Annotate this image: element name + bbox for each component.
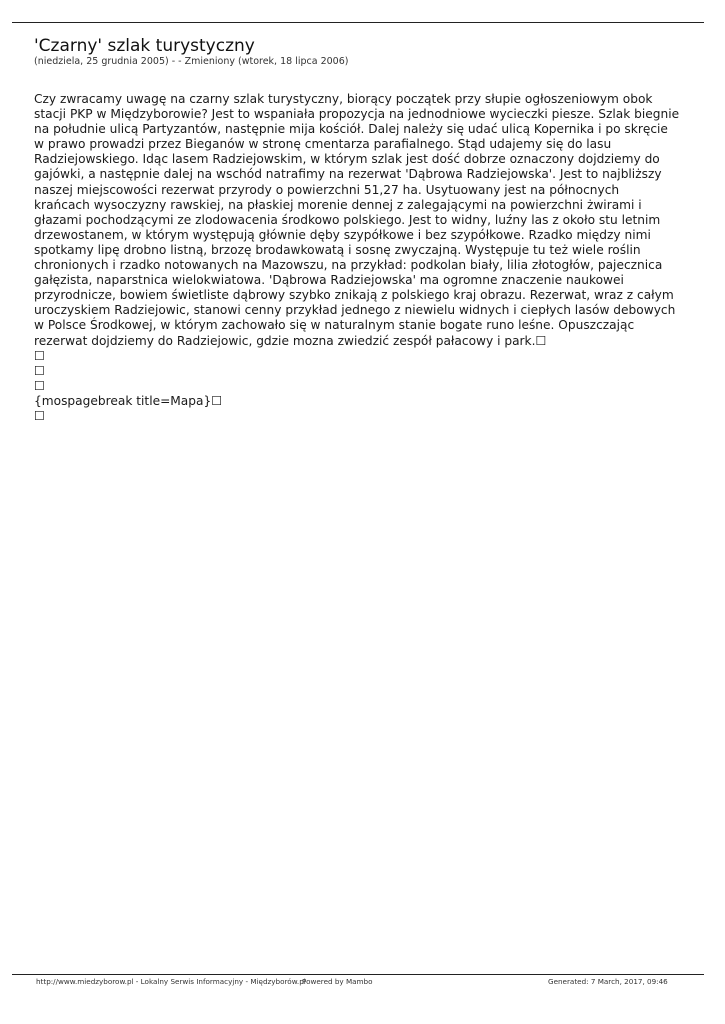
body-line: głazami pochodzącymi ze zlodowacenia środkowo polskiego. Jest to widny, luźny las z około stu letnim xyxy=(34,212,661,227)
footer-powered-by: Powered by Mambo xyxy=(302,977,373,986)
body-line: gałęzista, naparstnica wielokwiatowa. 'Dąbrowa Radziejowska' ma ogromne znaczenie naukowei xyxy=(34,273,624,288)
header-rule xyxy=(12,22,704,23)
body-line: w prawo prowadzi przez Bieganów w stronę cmentarza parafialnego. Stąd udajemy się do lasu xyxy=(34,137,612,152)
body-line: naszej miejscowości rezerwat przyrody o powierzchni 51,27 ha. Usytuowany jest na północnych xyxy=(34,182,620,197)
article-meta: (niedziela, 25 grudnia 2005) - - Zmieniony (wtorek, 18 lipca 2006) xyxy=(34,56,349,67)
footer-generated-date: Generated: 7 March, 2017, 09:46 xyxy=(548,977,668,986)
body-line: uroczyskiem Radziejowic, stanowi cenny przykład jednego z niewielu widnych i ciepłych lasów debowych xyxy=(34,303,676,318)
body-line: krańcach wysoczyzny rawskiej, na płaskiej morenie dennej z zalegającymi na powierzchni żwirami i xyxy=(34,197,642,212)
footer-rule xyxy=(12,974,704,975)
body-line: chronionych i rzadko notowanych na Mazowszu, na przykład: podkolan biały, lilia złotogłów, pajecznica xyxy=(34,258,663,273)
body-line: przyrodnicze, bowiem świetliste dąbrowy szybko znikają z polskiego kraj obrazu. Rezerwat, wraz z całym xyxy=(34,288,674,303)
placeholder-glyph-line: ☐ xyxy=(34,348,45,363)
body-line: spotkamy lipę drobno listną, brzozę brodawkowatą i sosnę zwyczajną. Występuje tu też wiele roślin xyxy=(34,242,641,257)
body-line: drzewostanem, w którym występują głównie dęby szypółkowe i bez szypółkowe. Rzadko między nimi xyxy=(34,227,651,242)
placeholder-glyph-line: ☐ xyxy=(34,408,45,423)
body-line: rezerwat dojdziemy do Radziejowic, gdzie mozna zwiedzić zespół pałacowy i park.☐ xyxy=(34,333,547,348)
body-line: w Polsce Środkowej, w którym zachowało się w naturalnym stanie bogate runo leśne. Opuszczając xyxy=(34,318,635,333)
placeholder-glyph-line: ☐ xyxy=(34,363,45,378)
placeholder-glyph-line: ☐ xyxy=(34,378,45,393)
footer-site-url: http://www.miedzyborow.pl - Lokalny Serwis Informacyjny - Międzyborów.pl xyxy=(36,977,306,986)
page-break-marker: {mospagebreak title=Mapa}☐ xyxy=(34,393,223,408)
body-line: na południe ulicą Partyzantów, następnie mija kościół. Dalej należy się udać ulicą Kopernika i po skręcie xyxy=(34,122,668,137)
body-line: gajówki, a następnie dalej na wschód natrafimy na rezerwat 'Dąbrowa Radziejowska'. Jest to najbliższy xyxy=(34,167,662,182)
article-body xyxy=(34,92,694,424)
body-line: Czy zwracamy uwagę na czarny szlak turystyczny, biorący początek przy słupie ogłoszeniowym obok xyxy=(34,92,653,106)
article-title: 'Czarny' szlak turystyczny xyxy=(34,36,255,56)
body-line: stacji PKP w Międzyborowie? Jest to wspaniała propozycja na jednodniowe wycieczki piesze. Szlak biegnie xyxy=(34,107,680,122)
body-line: Radziejowskiego. Idąc lasem Radziejowskim, w którym szlak jest dość dobrze oznaczony dojdziemy do xyxy=(34,152,660,167)
